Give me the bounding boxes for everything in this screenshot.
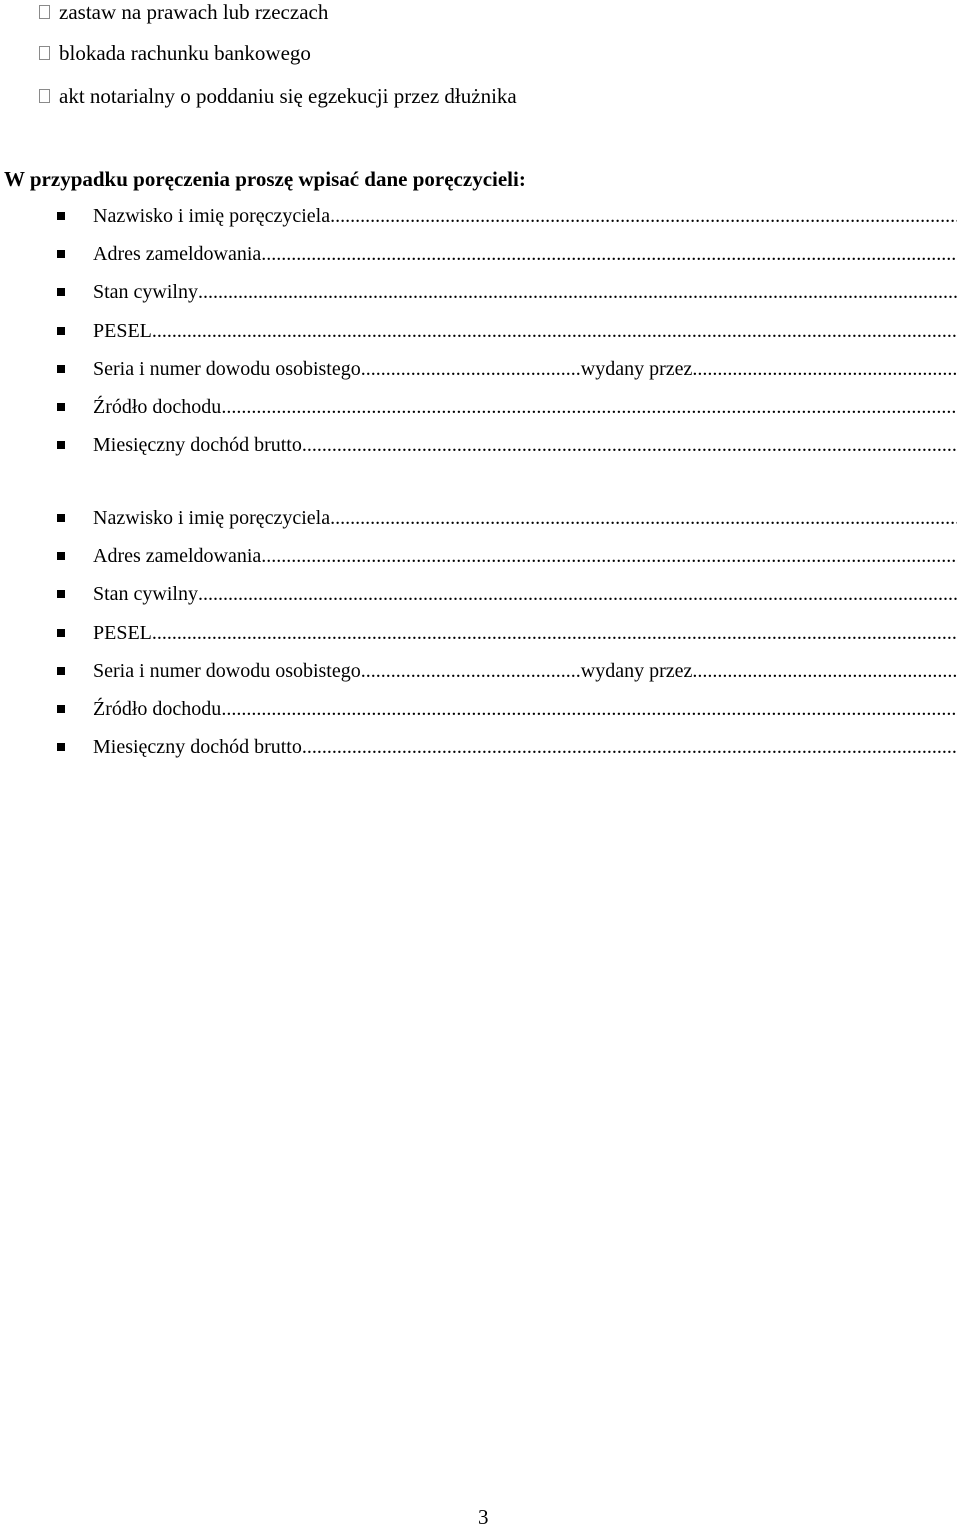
field-label: Seria i numer dowodu osobistego — [93, 357, 361, 380]
bullet-icon — [57, 743, 65, 751]
issued-by-label: wydany przez — [580, 659, 693, 682]
fill-line[interactable] — [361, 658, 581, 684]
guarantor-marital-field[interactable] — [0, 581, 960, 619]
guarantor-name-field[interactable] — [0, 505, 960, 543]
field-label: Adres zameldowania — [93, 243, 262, 266]
guarantor-monthly-income-field[interactable] — [0, 432, 960, 470]
guarantor-address-field[interactable] — [0, 241, 960, 279]
fill-line[interactable] — [221, 696, 957, 722]
field-label: Miesięczny dochód brutto — [93, 736, 302, 759]
issued-by-label: wydany przez — [580, 357, 693, 380]
option-label: blokada rachunku bankowego — [59, 41, 311, 65]
fill-line[interactable] — [198, 279, 957, 305]
guarantor-marital-field[interactable] — [0, 279, 960, 317]
checkbox-icon[interactable] — [39, 5, 50, 19]
guarantor-name-field[interactable] — [0, 203, 960, 241]
fill-line[interactable] — [361, 356, 581, 382]
guarantor-id-field[interactable] — [0, 356, 960, 394]
fill-line[interactable] — [261, 543, 957, 569]
bullet-icon — [57, 403, 65, 411]
page-number: 3 — [478, 1505, 489, 1529]
option-label: zastaw na prawach lub rzeczach — [59, 0, 329, 24]
fill-line[interactable] — [198, 581, 957, 607]
bullet-icon — [57, 705, 65, 713]
bullet-icon — [57, 327, 65, 335]
field-label: Adres zameldowania — [93, 545, 262, 568]
option-account-block[interactable] — [39, 33, 311, 73]
guarantor-income-source-field[interactable] — [0, 696, 960, 734]
guarantor-id-field[interactable] — [0, 658, 960, 696]
guarantor-pesel-field[interactable] — [0, 318, 960, 356]
fill-line[interactable] — [261, 241, 957, 267]
field-label: Stan cywilny — [93, 281, 198, 304]
option-notarial-act[interactable] — [39, 76, 517, 116]
checkbox-icon[interactable] — [39, 89, 50, 103]
guarantor-address-field[interactable] — [0, 543, 960, 581]
fill-line[interactable] — [302, 432, 957, 458]
guarantor-2-fields — [0, 505, 960, 772]
bullet-icon — [57, 514, 65, 522]
field-label: Nazwisko i imię poręczyciela — [93, 507, 331, 529]
field-label: Źródło dochodu — [93, 697, 222, 720]
fill-line[interactable] — [221, 394, 957, 420]
fill-line[interactable] — [692, 356, 957, 382]
fill-line[interactable] — [302, 734, 957, 760]
guarantor-income-source-field[interactable] — [0, 394, 960, 432]
option-label: akt notarialny o poddaniu się egzekucji przez dłużnika — [59, 84, 517, 108]
guarantor-heading: W przypadku poręczenia proszę wpisać dane poręczycieli: — [4, 167, 526, 191]
guarantor-monthly-income-field[interactable] — [0, 734, 960, 772]
field-label: Miesięczny dochód brutto — [93, 434, 302, 457]
field-label: Seria i numer dowodu osobistego — [93, 659, 361, 682]
bullet-icon — [57, 288, 65, 296]
fill-line[interactable] — [330, 505, 957, 531]
field-label: Źródło dochodu — [93, 395, 222, 418]
checkbox-icon[interactable] — [39, 46, 50, 60]
fill-line[interactable] — [330, 203, 957, 229]
bullet-icon — [57, 629, 65, 637]
field-label: Nazwisko i imię poręczyciela — [93, 205, 331, 227]
bullet-icon — [57, 212, 65, 220]
fill-line[interactable] — [152, 620, 957, 646]
bullet-icon — [57, 552, 65, 560]
fill-line[interactable] — [152, 318, 957, 344]
bullet-icon — [57, 590, 65, 598]
guarantor-1-fields — [0, 203, 960, 470]
option-pledge[interactable] — [39, 0, 328, 32]
bullet-icon — [57, 365, 65, 373]
bullet-icon — [57, 441, 65, 449]
field-label: Stan cywilny — [93, 583, 198, 606]
bullet-icon — [57, 667, 65, 675]
field-label: PESEL — [93, 319, 152, 342]
field-label: PESEL — [93, 621, 152, 644]
guarantor-pesel-field[interactable] — [0, 620, 960, 658]
bullet-icon — [57, 250, 65, 258]
fill-line[interactable] — [692, 658, 957, 684]
